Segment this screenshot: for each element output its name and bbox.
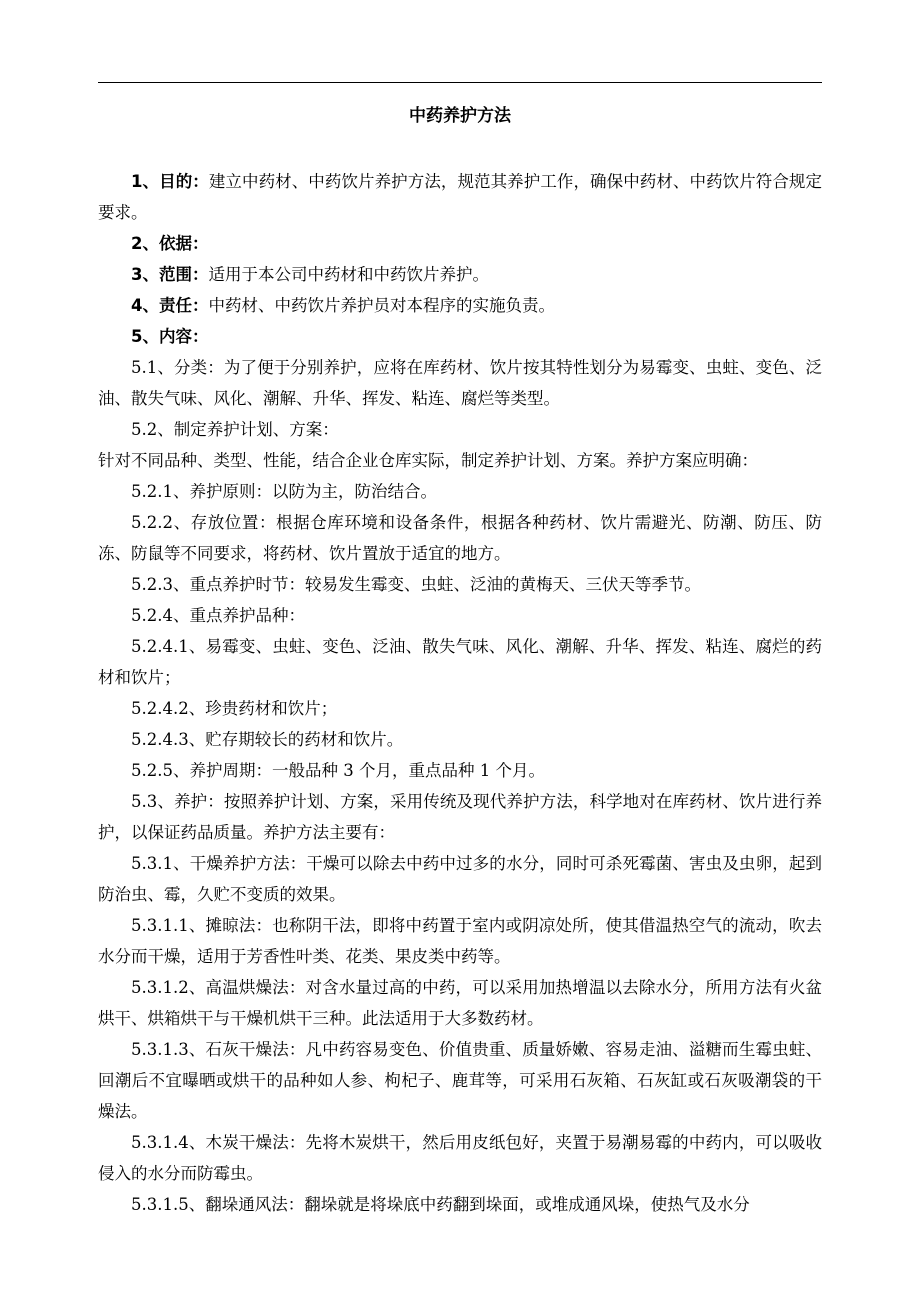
section-content	[98, 321, 822, 352]
paragraph: 5.2.3、重点养护时节：较易发生霉变、虫蛀、泛油的黄梅天、三伏天等季节。	[131, 575, 701, 594]
paragraph: 5.2、制定养护计划、方案：	[131, 420, 339, 439]
section-text: 适用于本公司中药材和中药饮片养护。	[208, 265, 489, 284]
paragraph: 5.3.1、干燥养护方法：干燥可以除去中药中过多的水分，同时可杀死霉菌、害虫及虫卵，起到防治虫、霉，久贮不变质的效果。	[98, 854, 822, 904]
section-purpose	[98, 166, 822, 228]
paragraph: 5.3.1.1、摊晾法：也称阴干法，即将中药置于室内或阴凉处所，使其借温热空气的流动，吹去水分而干燥，适用于芳香性叶类、花类、果皮类中药等。	[98, 916, 822, 966]
section-label: 4、责任：	[131, 296, 209, 315]
paragraph: 5.2.4.3、贮存期较长的药材和饮片。	[131, 730, 404, 749]
section-responsibility	[98, 290, 822, 321]
document-title: 中药养护方法	[409, 106, 511, 126]
paragraph: 5.2.5、养护周期：一般品种 3 个月，重点品种 1 个月。	[131, 761, 545, 780]
paragraph: 5.2.4.2、珍贵药材和饮片；	[131, 699, 338, 718]
paragraph: 5.2.4、重点养护品种：	[131, 606, 305, 625]
section-text: 中药材、中药饮片养护员对本程序的实施负责。	[208, 296, 555, 315]
paragraph: 5.3.1.4、木炭干燥法：先将木炭烘干，然后用皮纸包好，夹置于易潮易霉的中药内，可以吸收侵入的水分而防霉虫。	[98, 1133, 822, 1183]
paragraph: 5.2.4.1、易霉变、虫蛀、变色、泛油、散失气味、风化、潮解、升华、挥发、粘连、腐烂的药材和饮片；	[98, 637, 822, 687]
paragraph: 5.3.1.3、石灰干燥法：凡中药容易变色、价值贵重、质量娇嫩、容易走油、溢糖而生霉虫蛀、回潮后不宜曝晒或烘干的品种如人参、枸杞子、鹿茸等，可采用石灰箱、石灰缸或石灰吸潮袋的干燥法。	[98, 1040, 822, 1121]
paragraph: 5.3.1.2、高温烘燥法：对含水量过高的中药，可以采用加热增温以去除水分，所用方法有火盆烘干、烘箱烘干与干燥机烘干三种。此法适用于大多数药材。	[98, 978, 822, 1028]
paragraph: 5.3.1.5、翻垛通风法：翻垛就是将垛底中药翻到垛面，或堆成通风垛，使热气及水分	[131, 1195, 750, 1214]
document-body	[98, 166, 822, 1220]
section-label: 1、目的：	[131, 172, 209, 191]
paragraph: 5.3、养护：按照养护计划、方案，采用传统及现代养护方法，科学地对在库药材、饮片进行养护，以保证药品质量。养护方法主要有：	[98, 792, 822, 842]
section-label: 3、范围：	[131, 265, 209, 284]
section-scope	[98, 259, 822, 290]
paragraph: 针对不同品种、类型、性能，结合企业仓库实际，制定养护计划、方案。养护方案应明确：	[98, 451, 758, 470]
paragraph: 5.2.1、养护原则：以防为主，防治结合。	[131, 482, 437, 501]
section-text: 建立中药材、中药饮片养护方法，规范其养护工作，确保中药材、中药饮片符合规定要求。	[98, 172, 823, 222]
section-label: 5、内容：	[131, 327, 209, 346]
section-label: 2、依据：	[131, 234, 209, 253]
paragraph: 5.1、分类：为了便于分别养护，应将在库药材、饮片按其特性划分为易霉变、虫蛀、变色、泛油、散失气味、风化、潮解、升华、挥发、粘连、腐烂等类型。	[98, 358, 822, 408]
section-basis	[98, 228, 822, 259]
paragraph: 5.2.2、存放位置：根据仓库环境和设备条件，根据各种药材、饮片需避光、防潮、防压、防冻、防鼠等不同要求，将药材、饮片置放于适宜的地方。	[98, 513, 822, 563]
header-rule	[98, 82, 822, 83]
